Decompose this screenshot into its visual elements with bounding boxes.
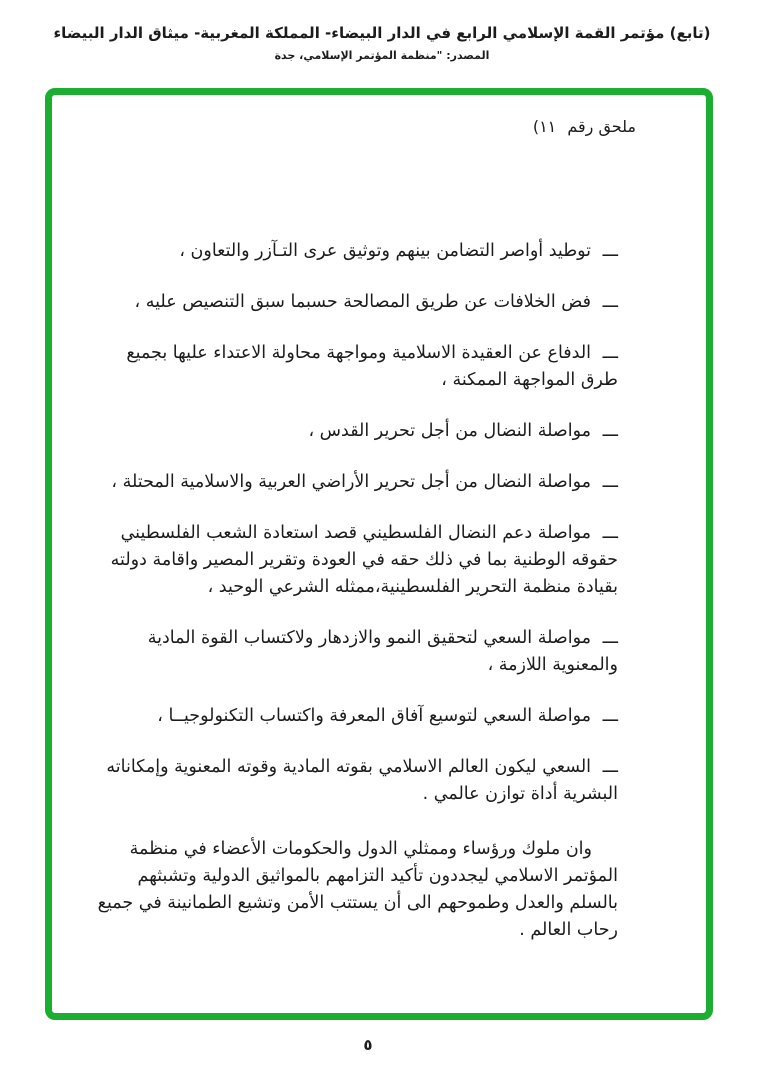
page-number: ٥ [363,1036,373,1054]
item-text: مواصلة النضال من أجل تحرير الأراضي العربية والاسلامية المحتلة ، [111,472,597,492]
document-header [0,0,764,62]
item-text: مواصلة السعي لتوسيع آفاق المعرفة واكتساب التكنولوجيــا ، [157,706,597,726]
item-dash: ـــ [602,706,618,726]
item-dash: ـــ [602,241,618,261]
item-dash: ـــ [602,523,618,543]
item-text: مواصلة النضال من أجل تحرير القدس ، [308,421,597,441]
item-dash: ـــ [602,421,618,441]
item-text: فض الخلافات عن طريق المصالحة حسبما سبق التنصيص عليه ، [134,292,597,312]
list-item [97,469,618,496]
item-dash: ـــ [602,628,618,648]
charter-items-list [97,238,636,808]
list-item [97,625,618,679]
closing-paragraph: وان ملوك ورؤساء وممثلي الدول والحكومات الأعضاء في منظمة المؤتمر الاسلامي ليجددون تأكيد التزامهم بالمواثيق الدولية وتشبثهم بالسلم والعدل وطموحهم الى أن يستتب الأمن وتشيع الطمانينة في جميع رحاب العالم . [97,839,618,940]
annex-heading [97,117,636,136]
item-text: توطيد أواصر التضامن بينهم وتوثيق عرى التـآزر والتعاون ، [179,241,597,261]
item-dash: ـــ [602,472,618,492]
item-text: مواصلة السعي لتحقيق النمو والازدهار ولاكتساب القوة المادية والمعنوية اللازمة ، [147,628,618,675]
document-title: (تابع) مؤتمر القمة الإسلامي الرابع في الدار البيضاء- المملكة المغربية- ميثاق الدار البيضاء [53,24,711,42]
list-item [97,703,618,730]
item-dash: ـــ [602,757,618,777]
item-text: السعي ليكون العالم الاسلامي بقوته المادية وقوته المعنوية وإمكاناته البشرية أداة توازن عالمي . [106,757,618,804]
item-text: الدفاع عن العقيدة الاسلامية ومواجهة محاولة الاعتداء عليها بجميع طرق المواجهة الممكنة ، [126,343,618,390]
list-item [97,340,618,394]
list-item [97,754,618,808]
list-item [97,238,618,265]
document-source-line: المصدر: "منظمة المؤتمر الإسلامي، جدة [274,49,490,62]
item-dash: ـــ [602,292,618,312]
annex-number: (١١ [532,117,557,136]
list-item [97,520,618,601]
list-item [97,289,618,316]
content-border-box [45,88,713,1020]
list-item [97,418,618,445]
annex-label: ملحق رقم [567,117,636,136]
item-text: مواصلة دعم النضال الفلسطيني قصد استعادة الشعب الفلسطيني حقوقه الوطنية بما في ذلك حقه في العودة وتقرير المصير واقامة دولته بقيادة منظمة التحرير الفلسطينية،ممثله الشرعي الوحيد ، [110,523,618,597]
item-dash: ـــ [602,343,618,363]
